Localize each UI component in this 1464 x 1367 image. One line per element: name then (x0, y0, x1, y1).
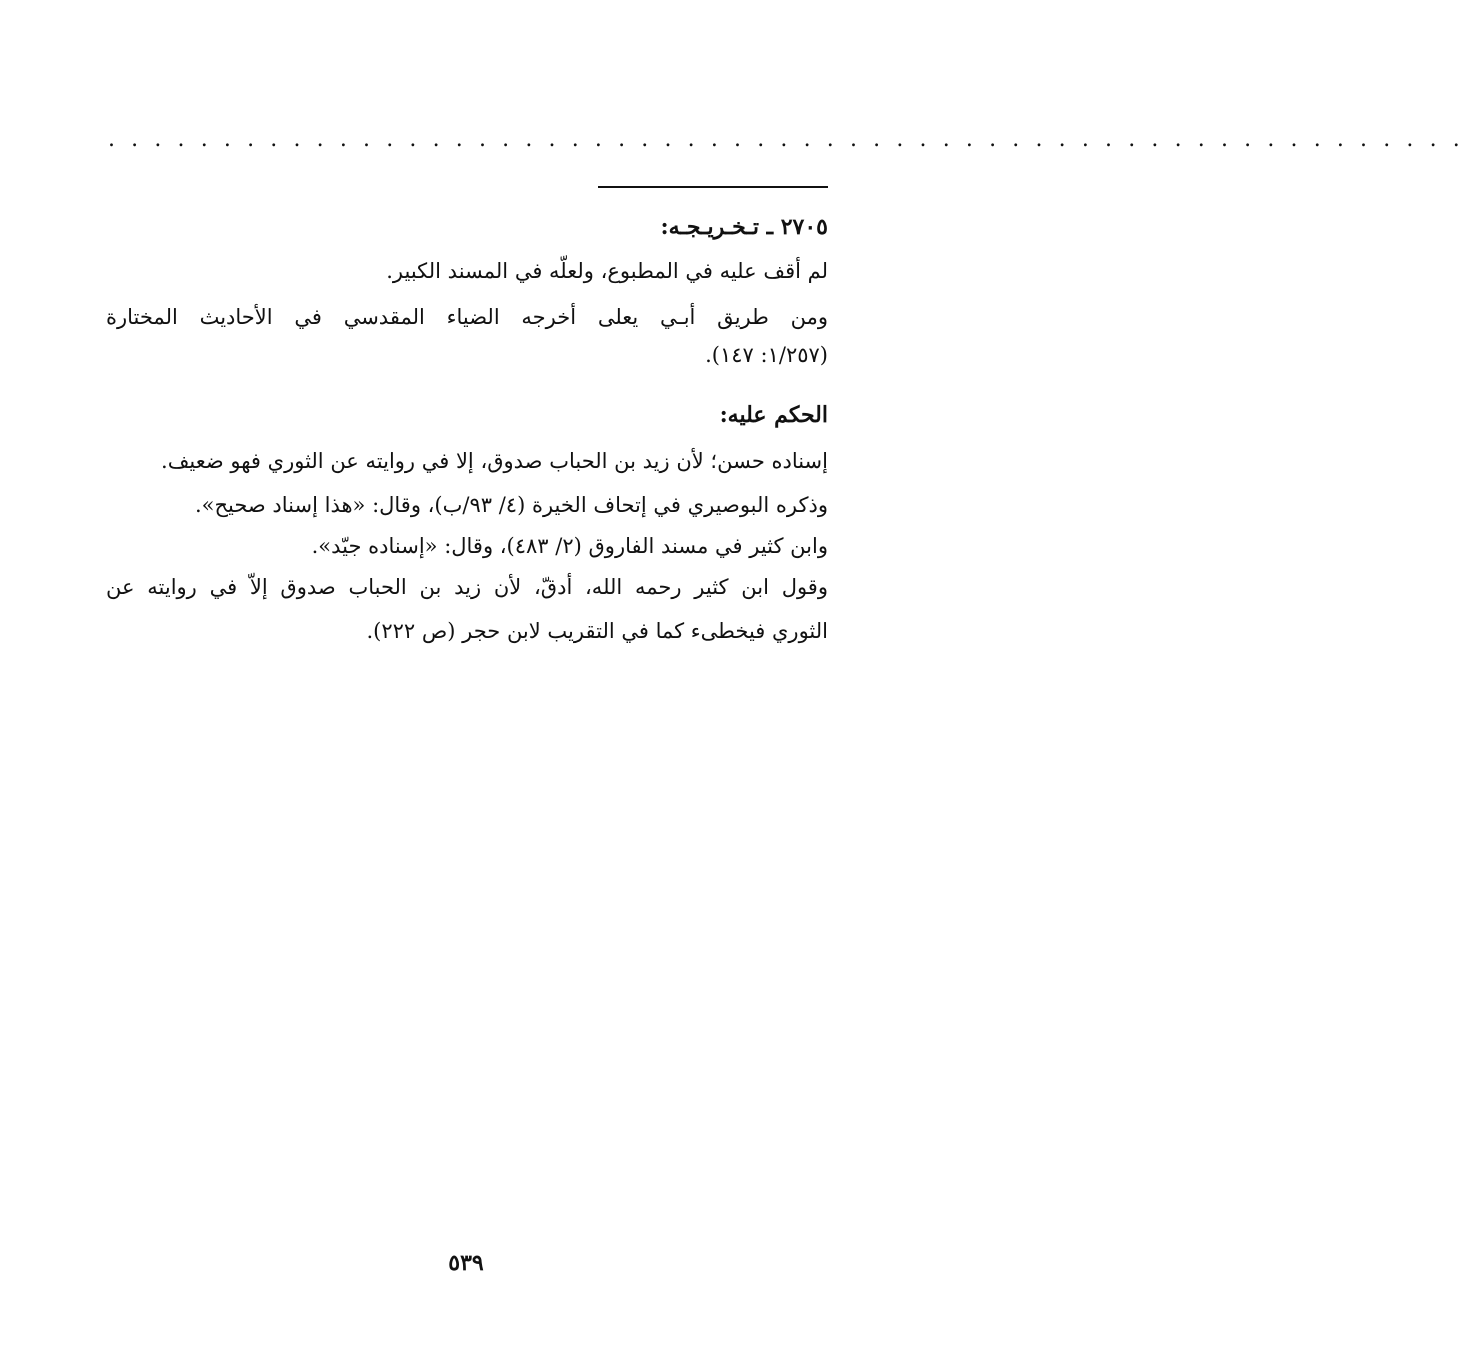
takhrij-heading: تـخـريـجـه: (660, 214, 759, 240)
ruling-line-3: وابن كثير في مسند الفاروق (٢/ ٤٨٣)، وقال: «إسناده جيّد». (311, 534, 828, 558)
ruling-line-1: إسناده حسن؛ لأن زيد بن الحباب صدوق، إلا في روايته عن الثوري فهو ضعيف. (161, 449, 828, 473)
entry-dash: ـ (766, 214, 774, 240)
ruling-line-5: الثوري فيخطىء كما في التقريب لابن حجر (ص ٢٢٢). (366, 619, 828, 643)
takhrij-line-1: لم أقف عليه في المطبوع، ولعلّه في المسند الكبير. (386, 259, 828, 283)
takhrij-line-2: ومن طريق أبـي يعلى أخرجه الضياء المقدسي في الأحاديث المختارة (106, 305, 828, 329)
dotted-separator: . . . . . . . . . . . . . . . . . . . . . . . . . . . . . . . . . . . . . . . . . . . . . . . . . . . . . . . . . . . (108, 127, 1464, 152)
ruling-heading: الحكم عليه: (719, 402, 828, 428)
entry-heading (660, 212, 828, 242)
takhrij-line-3: (١/٢٥٧: ١٤٧). (705, 343, 828, 367)
footnote-rule (598, 186, 828, 188)
page-number: ٥٣٩ (448, 1250, 484, 1276)
entry-number: ٢٧٠٥ (780, 214, 828, 240)
ruling-line-2: وذكره البوصيري في إتحاف الخيرة (٤/ ٩٣/ب)، وقال: «هذا إسناد صحيح». (194, 493, 828, 517)
ruling-line-4: وقول ابن كثير رحمه الله، أدقّ، لأن زيد بن الحباب صدوق إلاّ في روايته عن (106, 575, 828, 599)
